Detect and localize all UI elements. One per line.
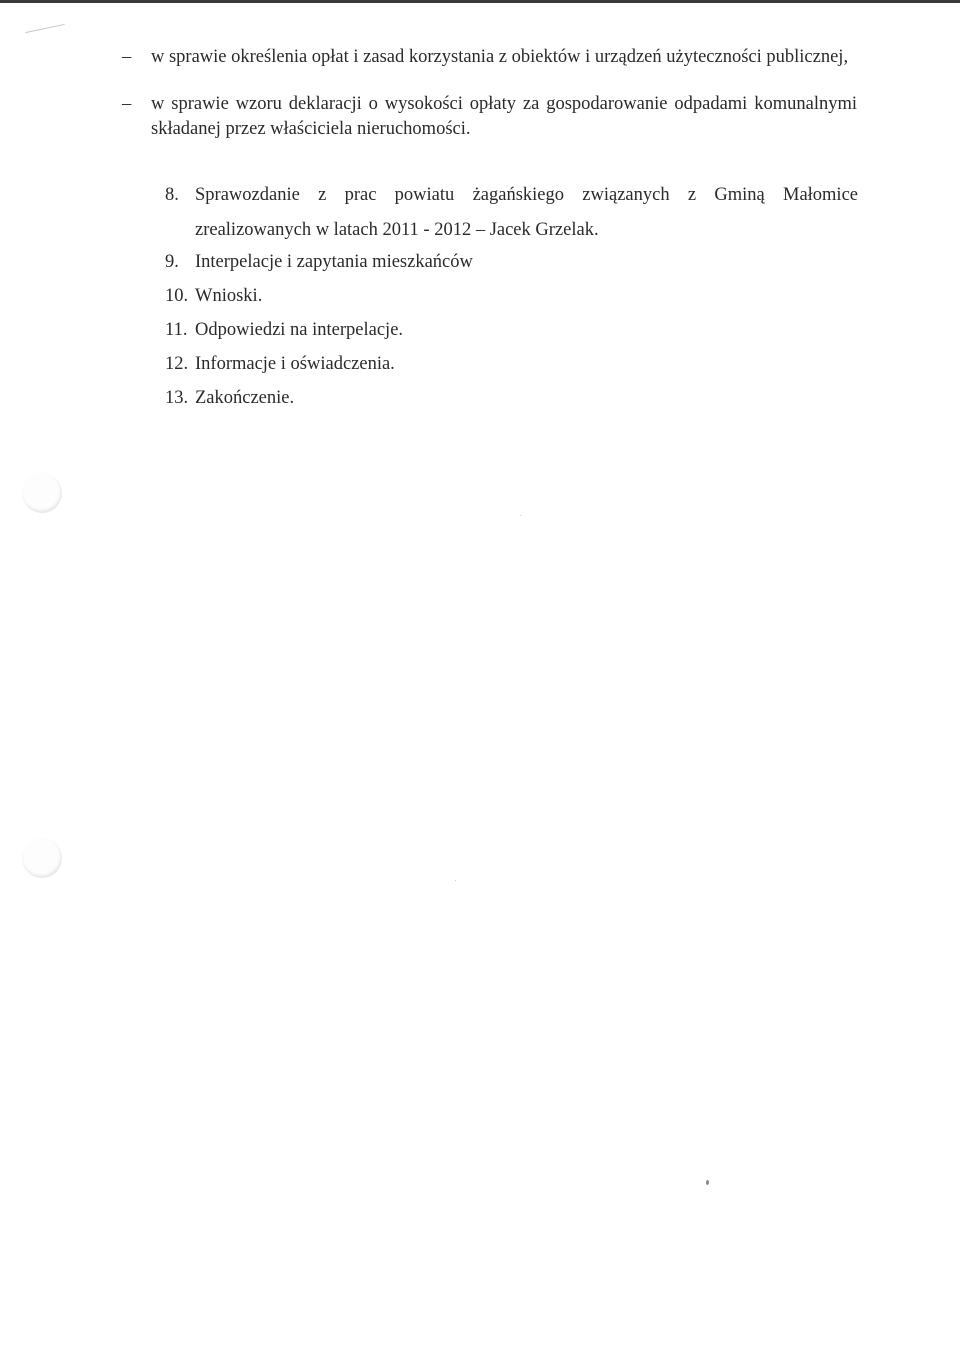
punch-hole-top bbox=[22, 473, 62, 513]
agenda-item-number: 13. bbox=[165, 388, 189, 408]
list-dash: – bbox=[122, 94, 132, 114]
page-top-edge bbox=[0, 0, 960, 3]
list-dash: – bbox=[122, 47, 132, 67]
scan-mark bbox=[25, 24, 64, 33]
agenda-item-text: Odpowiedzi na interpelacje. bbox=[195, 320, 404, 340]
agenda-item-text: Wnioski. bbox=[195, 286, 263, 306]
punch-hole-bottom bbox=[22, 838, 62, 878]
scan-speck bbox=[520, 515, 521, 516]
scan-speck bbox=[455, 880, 456, 881]
agenda-item-number: 12. bbox=[165, 354, 189, 374]
scan-speck bbox=[706, 1180, 709, 1185]
agenda-item-text: Informacje i oświadczenia. bbox=[195, 354, 395, 374]
agenda-item-text: Sprawozdanie z prac powiatu żagańskiego związanych z Gminą Małomice zrealizowanych w latach 2011 - 2012 – Jacek Grzelak. bbox=[195, 185, 858, 240]
agenda-item-number: 9. bbox=[165, 252, 179, 272]
agenda-item-number: 10. bbox=[165, 286, 189, 306]
list-item-text: w sprawie wzoru deklaracji o wysokości opłaty za gospodarowanie odpadami komunalnymi składanej przez właściciela nieruchomości. bbox=[151, 94, 857, 139]
agenda-item-text: Interpelacje i zapytania mieszkańców bbox=[195, 252, 473, 272]
agenda-item-number: 11. bbox=[165, 320, 188, 340]
list-item-text: w sprawie określenia opłat i zasad korzystania z obiektów i urządzeń użyteczności publicznej, bbox=[151, 47, 849, 67]
agenda-item-number: 8. bbox=[165, 185, 179, 205]
agenda-item-text: Zakończenie. bbox=[195, 388, 295, 408]
